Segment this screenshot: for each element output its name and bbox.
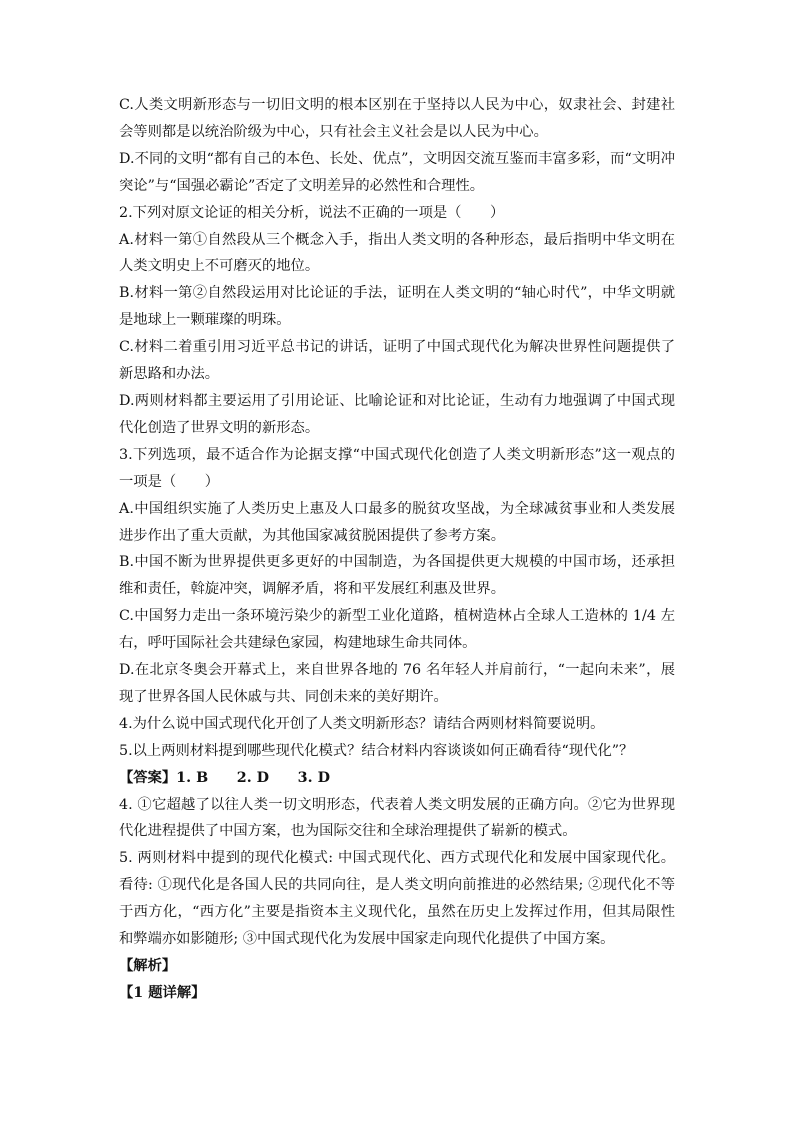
answer-4: 4. ①它超越了以往人类一切文明形态，代表着人类文明发展的正确方向。②它为世界现代化进程提供了中国方案，也为国际交往和全球治理提供了崭新的模式。 bbox=[119, 796, 675, 840]
question-4: 4.为什么说中国式现代化开创了人类文明新形态？请结合两则材料简要说明。 bbox=[119, 715, 605, 732]
question-3: 3.下列选项，最不适合作为论据支撑“中国式现代化创造了人类文明新形态”这一观点的一项是（ ） bbox=[119, 446, 675, 490]
document-body bbox=[119, 92, 675, 1007]
option-b-q2: B.材料一第②自然段运用对比论证的手法，证明在人类文明的“轴心时代”，中华文明就是地球上一颗璀璨的明珠。 bbox=[119, 285, 675, 329]
option-c-q1: C.人类文明新形态与一切旧文明的根本区别在于坚持以人民为中心，奴隶社会、封建社会等则都是以统治阶级为中心，只有社会主义社会是以人民为中心。 bbox=[119, 97, 675, 140]
option-d-q1: D.不同的文明“都有自己的本色、长处、优点”，文明因交流互鉴而丰富多彩，而“文明冲突论”与“国强必霸论”否定了文明差异的必然性和合理性。 bbox=[119, 150, 675, 194]
option-d-q3: D.在北京冬奥会开幕式上，来自世界各地的 76 名年轻人并肩前行，“一起向未来”，展现了世界各国人民休戚与共、同创未来的美好期许。 bbox=[119, 662, 675, 705]
option-c-q3: C.中国努力走出一条环境污染少的新型工业化道路，植树造林占全球人工造林的 1/4 左右，呼吁国际社会共建绿色家园，构建地球生命共同体。 bbox=[119, 608, 675, 652]
option-b-q3: B.中国不断为世界提供更多更好的中国制造，为各国提供更大规模的中国市场，还承担维和责任，斡旋冲突，调解矛盾，将和平发展红利惠及世界。 bbox=[119, 554, 675, 598]
option-d-q2: D.两则材料都主要运用了引用论证、比喻论证和对比论证，生动有力地强调了中国式现代化创造了世界文明的新形态。 bbox=[119, 392, 675, 436]
option-a-q2: A.材料一第①自然段从三个概念入手，指出人类文明的各种形态，最后指明中华文明在人类文明史上不可磨灭的地位。 bbox=[119, 231, 675, 275]
q1-detail-heading: 【1 题详解】 bbox=[119, 984, 206, 1001]
option-c-q2: C.材料二着重引用习近平总书记的讲话，证明了中国式现代化为解决世界性问题提供了新思路和办法。 bbox=[119, 339, 675, 383]
answer-5: 5. 两则材料中提到的现代化模式: 中国式现代化、西方式现代化和发展中国家现代化。看待: ①现代化是各国人民的共同向往，是人类文明向前推进的必然结果; ②现代化不等于西方化，“西方化”主要是指资本主义现代化，虽然在历史上发挥过作用，但其局限性和弊端亦如影随形; ③中国式现代化为发展中国家走向现代化提供了中国方案。 bbox=[119, 850, 675, 948]
question-5: 5.以上两则材料提到哪些现代化模式？结合材料内容谈谈如何正确看待“现代化”？ bbox=[119, 742, 634, 759]
analysis-heading: 【解析】 bbox=[119, 958, 177, 974]
option-a-q3: A.中国组织实施了人类历史上惠及人口最多的脱贫攻坚战，为全球减贫事业和人类发展进步作出了重大贡献，为其他国家减贫脱困提供了参考方案。 bbox=[119, 500, 675, 544]
answer-heading: 【答案】1. B 2. D 3. D bbox=[119, 769, 330, 786]
question-2: 2.下列对原文论证的相关分析，说法不正确的一项是（ ） bbox=[119, 204, 505, 221]
